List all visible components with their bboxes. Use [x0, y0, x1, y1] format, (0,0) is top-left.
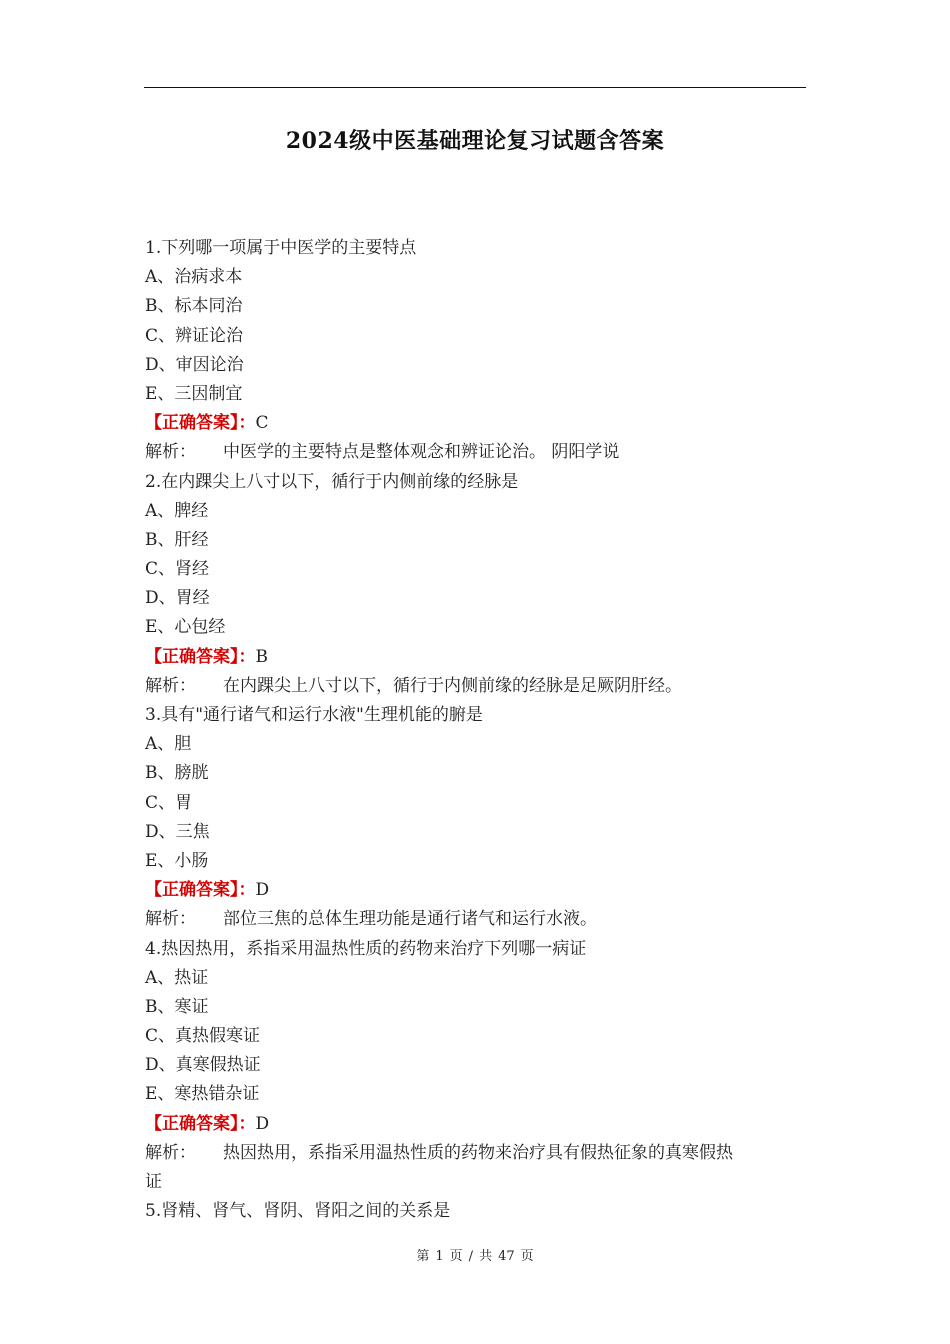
option: B、膀胱: [145, 763, 209, 784]
explanation-label: 解析：: [145, 909, 196, 930]
option: C、真热假寒证: [145, 1026, 261, 1047]
option: D、胃经: [145, 588, 210, 609]
total-page-number: 47: [498, 1249, 515, 1264]
option: B、标本同治: [145, 296, 243, 317]
explanation-text: 在内踝尖上八寸以下，循行于内侧前缘的经脉是足厥阴肝经。: [223, 675, 682, 696]
answer-value: D: [255, 880, 270, 901]
option: A、脾经: [145, 500, 209, 521]
option: E、心包经: [145, 617, 226, 638]
answer-value: C: [255, 413, 269, 434]
current-page-number: 1: [435, 1249, 444, 1264]
answer-line: [145, 409, 805, 438]
question-stem: 4.热因热用，系指采用温热性质的药物来治疗下列哪一病证: [145, 938, 587, 959]
document-title: 2024级中医基础理论复习试题含答案: [285, 128, 665, 154]
explanation-continuation: 证: [145, 1172, 162, 1192]
explanation-label: 解析：: [145, 1142, 196, 1163]
explanation-text: 热因热用，系指采用温热性质的药物来治疗具有假热征象的真寒假热: [223, 1142, 733, 1163]
explanation-line: [145, 905, 805, 934]
option: D、审因论治: [145, 354, 244, 375]
option: A、胆: [145, 734, 192, 755]
answer-label: 【正确答案】：: [145, 880, 256, 901]
explanation-text: 中医学的主要特点是整体观念和辨证论治。 阴阳学说: [223, 442, 620, 463]
explanation-text: 部位三焦的总体生理功能是通行诸气和运行水液。: [223, 909, 597, 930]
option: C、胃: [145, 792, 193, 813]
explanation-line: [145, 672, 805, 701]
answer-label: 【正确答案】：: [145, 1113, 256, 1134]
explanation-label: 解析：: [145, 675, 196, 696]
explanation-line: [145, 438, 805, 467]
document-body: [145, 234, 805, 1226]
answer-value: D: [255, 1113, 270, 1134]
explanation-line: [145, 1139, 805, 1168]
answer-line: [145, 643, 805, 672]
option: D、三焦: [145, 821, 210, 842]
option: E、三因制宜: [145, 383, 243, 404]
question-stem: 1.下列哪一项属于中医学的主要特点: [145, 238, 417, 258]
answer-value: B: [255, 646, 268, 667]
answer-line: [145, 876, 805, 905]
option: A、治病求本: [145, 267, 243, 288]
option: C、肾经: [145, 559, 210, 580]
option: C、辨证论治: [145, 325, 244, 346]
footer-total-prefix: 共: [479, 1249, 493, 1264]
answer-label: 【正确答案】：: [145, 413, 256, 434]
question-stem: 5.肾精、肾气、肾阴、肾阳之间的关系是: [145, 1201, 451, 1222]
question-stem: 3.具有"通行诸气和运行水液"生理机能的腑是: [145, 705, 483, 725]
option: B、寒证: [145, 996, 209, 1017]
header-rule: [144, 87, 806, 88]
answer-line: [145, 1110, 805, 1139]
option: B、肝经: [145, 529, 209, 550]
footer-prefix: 第: [416, 1249, 430, 1264]
explanation-label: 解析：: [145, 442, 196, 463]
footer-separator: /: [468, 1249, 474, 1264]
option: E、小肠: [145, 850, 209, 871]
footer-page-word: 页: [449, 1249, 463, 1264]
option: E、寒热错杂证: [145, 1084, 260, 1105]
option: A、热证: [145, 967, 209, 988]
answer-label: 【正确答案】：: [145, 646, 256, 667]
footer-suffix: 页: [520, 1249, 534, 1264]
page-footer: [0, 1245, 950, 1264]
option: D、真寒假热证: [145, 1055, 261, 1076]
question-stem: 2.在内踝尖上八寸以下，循行于内侧前缘的经脉是: [145, 471, 519, 492]
